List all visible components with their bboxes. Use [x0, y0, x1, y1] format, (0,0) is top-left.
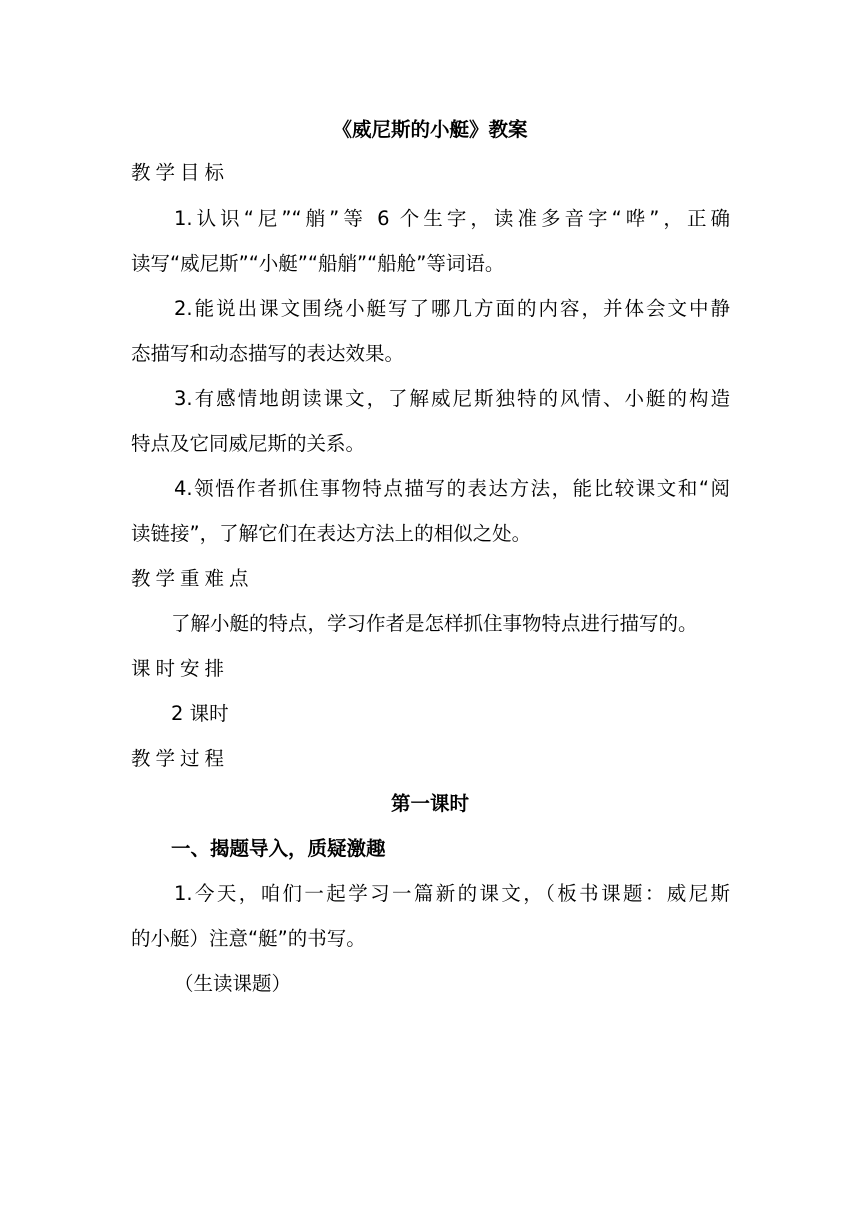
document-title: 《威尼斯的小艇》教案: [332, 118, 528, 141]
goal-4-line-1: 4.领悟作者抓住事物特点描写的表达方法，能比较课文和“阅: [174, 477, 730, 500]
goals-heading: 教学目标: [131, 161, 230, 184]
goal-4-line-2: 读链接”，了解它们在表达方法上的相似之处。: [131, 522, 532, 545]
goal-1-line-2: 读写“威尼斯”“小艇”“船艄”“船舱”等词语。: [131, 252, 505, 275]
goal-1-line-1: 1.认识“尼”“艄”等 6 个生字，读准多音字“哗”，正确: [174, 207, 730, 230]
schedule-text: 2 课时: [171, 702, 229, 725]
lesson-1-title: 第一课时: [390, 792, 469, 815]
process-heading: 教学过程: [131, 747, 230, 770]
step-1-note: （生读课题）: [174, 972, 292, 995]
goal-3-line-1: 3.有感情地朗读课文，了解威尼斯独特的风情、小艇的构造: [174, 387, 730, 410]
step-1-paragraph-line-1: 1.今天，咱们一起学习一篇新的课文，（板书课题：威尼斯: [174, 882, 730, 905]
step-1-paragraph-line-2: 的小艇）注意“艇”的书写。: [131, 927, 366, 950]
goal-2-line-2: 态描写和动态描写的表达效果。: [131, 342, 405, 365]
step-1-title: 一、揭题导入，质疑激趣: [171, 837, 386, 860]
key-points-text: 了解小艇的特点，学习作者是怎样抓住事物特点进行描写的。: [171, 612, 698, 635]
schedule-heading: 课时安排: [131, 657, 230, 680]
key-points-heading: 教学重难点: [131, 567, 254, 590]
goal-2-line-1: 2.能说出课文围绕小艇写了哪几方面的内容，并体会文中静: [174, 297, 730, 320]
goal-3-line-2: 特点及它同威尼斯的关系。: [131, 432, 366, 455]
